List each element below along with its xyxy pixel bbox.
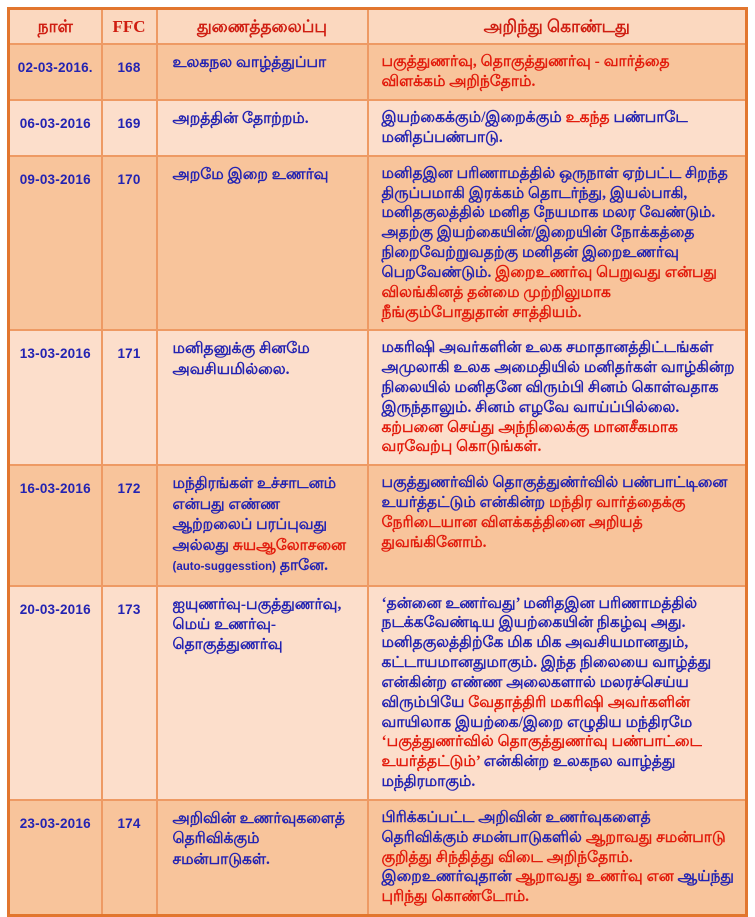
text-segment: வாயிலாக இயற்கை/இறை எழுதிய மந்திரமே bbox=[381, 713, 693, 731]
learned-cell bbox=[368, 586, 747, 800]
date-cell: 23-03-2016 bbox=[9, 800, 102, 916]
table-row bbox=[9, 330, 747, 465]
text-segment: உலகநல வாழ்த்துப்பா bbox=[172, 54, 327, 72]
text-segment: மனிதனுக்கு சினமே அவசியமில்லை. bbox=[172, 340, 310, 378]
learned-cell bbox=[368, 465, 747, 585]
learned-cell bbox=[368, 100, 747, 156]
header-ffc: FFC bbox=[102, 9, 157, 45]
ffc-number-cell: 169 bbox=[102, 100, 157, 156]
text-segment: மகரிஷி அவர்களின் உலக சமாதானத்திட்டங்கள் அமுலாகி உலக அமைதியில் மனிதர்கள் வாழ்கின்ற நிலையில் மனிதனே விரும்பி சினம் கொள்வதாக இருந்தாலும். சினம் எழவே வாய்ப்பில்லை. bbox=[381, 339, 735, 416]
header-subtitle: துணைத்தலைப்பு bbox=[157, 9, 368, 45]
date-cell: 20-03-2016 bbox=[9, 586, 102, 800]
ffc-number-cell: 172 bbox=[102, 465, 157, 585]
table-row bbox=[9, 465, 747, 585]
text-segment: தானே. bbox=[276, 557, 328, 575]
subtitle-cell bbox=[157, 156, 368, 331]
learned-cell bbox=[368, 156, 747, 331]
date-cell: 16-03-2016 bbox=[9, 465, 102, 585]
text-segment: ஆறாவது சமன்பாடு குறித்து சிந்தித்து விடை அறிந்தோம். bbox=[381, 828, 726, 866]
date-cell: 09-03-2016 bbox=[9, 156, 102, 331]
text-segment: ஆறாவது உணர்வு என bbox=[515, 868, 678, 886]
header-date: நாள் bbox=[9, 9, 102, 45]
text-segment: பண்பாடே மனிதப்பண்பாடு. bbox=[381, 109, 688, 146]
ffc-learning-table bbox=[7, 7, 748, 917]
table-row bbox=[9, 44, 747, 100]
text-segment: மந்திரங்கள் உச்சாடனம் என்பது எண்ண ஆற்றலைப் பரப்புவது அல்லது bbox=[172, 475, 337, 554]
text-segment: இறைஉணர்வுதான் bbox=[381, 868, 516, 886]
text-segment: பகுத்துணர்வில் தொகுத்துண்ர்வில் பண்பாட்டினை உயர்த்தட்டும் என்கின்ற bbox=[381, 474, 728, 512]
text-segment: ‘தன்னை உணர்வது’ மனிதஇன பரிணாமத்தில் நடக்கவேண்டிய இயற்கையின் நிகழ்வு அது. மனிதகுலத்திற்கே மிக மிக அவசியமானதும், கட்டாயமானதுமாகும். இந்த நிலையை வாழ்த்து என்கின்ற எண்ண அலைகளால் மலரச்செய்ய விரும்பியே bbox=[381, 594, 712, 711]
table-row bbox=[9, 100, 747, 156]
ffc-number-cell: 171 bbox=[102, 330, 157, 465]
learned-cell bbox=[368, 44, 747, 100]
date-cell: 06-03-2016 bbox=[9, 100, 102, 156]
text-segment: அறத்தின் தோற்றம். bbox=[172, 110, 309, 128]
text-segment: ஆய்ந்து bbox=[677, 868, 734, 886]
subtitle-cell bbox=[157, 330, 368, 465]
table-row bbox=[9, 586, 747, 800]
text-segment: உகந்த bbox=[565, 109, 614, 127]
learned-cell bbox=[368, 330, 747, 465]
text-segment: பிரிக்கப்பட்ட அறிவின் உணர்வுகளைத் தெரிவிக்கும் சமன்பாடுகளில் bbox=[381, 808, 651, 846]
text-segment: அறமே இறை உணர்வு bbox=[172, 165, 329, 183]
table-body bbox=[9, 44, 747, 915]
date-cell: 13-03-2016 bbox=[9, 330, 102, 465]
text-segment: (auto-suggesstion) bbox=[172, 561, 276, 574]
text-segment: வேதாத்திரி மகரிஷி அவர்களின் bbox=[468, 693, 691, 711]
learned-cell bbox=[368, 800, 747, 916]
text-segment: என்கின்ற உலகநல வாழ்த்து மந்திரமாகும். bbox=[381, 753, 676, 791]
subtitle-cell bbox=[157, 800, 368, 916]
text-segment: மனிதஇன பரிணாமத்தில் ஒருநாள் ஏற்பட்ட சிறந்த திருப்பமாகி இரக்கம் தொடர்ந்து, இயல்பாகி, மனிதகுலத்தில் மனித நேயமாக மலர வேண்டும். அதற்கு இயற்கையின்/இறையின் நோக்கத்தை நிறைவேற்றுவதற்கு மனிதன் இறைஉணர்வு பெறவேண்டும். bbox=[381, 164, 728, 281]
subtitle-cell bbox=[157, 465, 368, 585]
text-segment: இறைஉணர்வு பெறுவது என்பது விலங்கினத் தன்மை முற்றிலுமாக நீங்கும்போதுதான் சாத்தியம். bbox=[381, 263, 717, 321]
text-segment: சுயஆலோசனை bbox=[232, 536, 347, 554]
table-row bbox=[9, 156, 747, 331]
text-segment: பகுத்துணர்வு, தொகுத்துணர்வு - வார்த்தை விளக்கம் அறிந்தோம். bbox=[381, 53, 670, 91]
ffc-number-cell: 170 bbox=[102, 156, 157, 331]
ffc-number-cell: 173 bbox=[102, 586, 157, 800]
text-segment: ஐயுணர்வு-பகுத்துணர்வு, மெய் உணர்வு-தொகுத்துணர்வு bbox=[172, 595, 342, 654]
text-segment: மந்திர வார்த்தைக்கு நேரிடையான விளக்கத்தினை அறியத் துவங்கினோம். bbox=[381, 494, 686, 551]
ffc-number-cell: 168 bbox=[102, 44, 157, 100]
table-row bbox=[9, 800, 747, 916]
text-segment: ‘பகுத்துணர்வில் தொகுத்துணர்வு பண்பாட்டை உயர்த்தட்டும்’ bbox=[381, 733, 702, 771]
header-learned: அறிந்து கொண்டது bbox=[368, 9, 747, 45]
date-cell: 02-03-2016. bbox=[9, 44, 102, 100]
header-row bbox=[9, 9, 747, 45]
subtitle-cell bbox=[157, 44, 368, 100]
text-segment: புரிந்து கொண்டோம். bbox=[381, 888, 530, 906]
subtitle-cell bbox=[157, 100, 368, 156]
ffc-number-cell: 174 bbox=[102, 800, 157, 916]
subtitle-cell bbox=[157, 586, 368, 800]
text-segment: அறிவின் உணர்வுகளைத் தெரிவிக்கும் சமன்பாடுகள். bbox=[172, 809, 345, 868]
table-header bbox=[9, 9, 747, 45]
text-segment: இயற்கைக்கும்/இறைக்கும் bbox=[381, 109, 566, 127]
text-segment: கற்பனை செய்து அந்நிலைக்கு மானசீகமாக வரவேற்பு கொடுங்கள். bbox=[381, 418, 678, 456]
